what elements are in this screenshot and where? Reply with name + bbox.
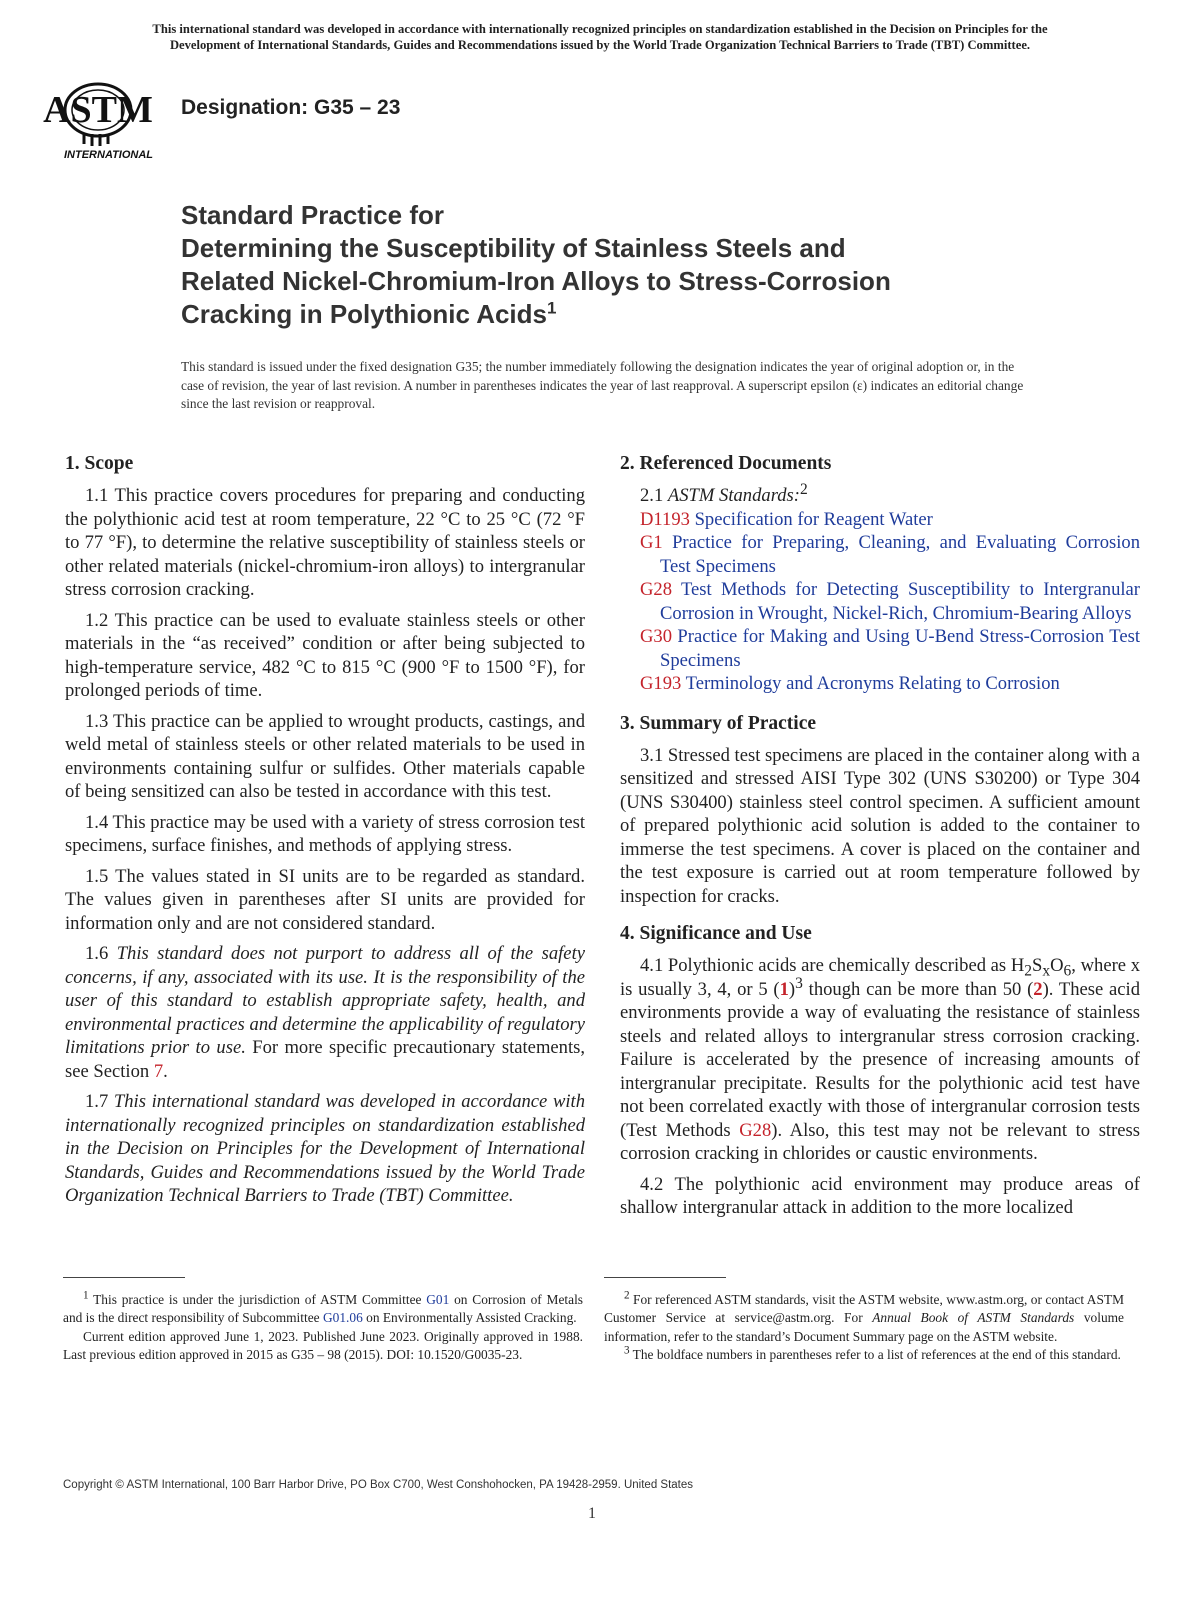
para-1-6: 1.6 This standard does not purport to address all of the safety concerns, if any, associated with its use. It is the responsibility of the user of this standard to establish appropriate safety, health, and environmental practices and determine the applicability of regulatory limitations prior to use. For more specific precautionary statements, see Section 7. [65, 943, 586, 1082]
title-footnote-mark: 1 [547, 298, 557, 318]
title-line-2: Determining the Susceptibility of Stainless Steels and [181, 233, 846, 263]
referenced-standards-list [620, 480, 1140, 696]
footnote-rule-right [604, 1277, 726, 1278]
astm-logo-icon [43, 76, 170, 168]
ref-item[interactable]: G1 Practice for Preparing, Cleaning, and Evaluating Corrosion Test Specimens [640, 532, 1140, 577]
footnote-1: $^1$ This practice is under the jurisdiction of ASTM Committee G01 on Corrosion of Metals and is the direct responsibility of Subcommittee G01.06 on Environmentally Assisted Cracking. [63, 1289, 583, 1326]
para-1-7-num: 1.7 [85, 1091, 109, 1112]
wto-notice-line-1: This international standard was developed in accordance with internationally recognized principles on standardization established in the Decision on Principles for the [152, 22, 1048, 36]
ref-item[interactable]: D1193 Specification for Reagent Water [640, 508, 933, 530]
designation: Designation: G35 – 23 [181, 96, 401, 119]
para-3-1: 3.1 Stressed test specimens are placed in the container along with a sensitized and stressed AISI Type 302 (UNS S30200) or Type 304 (UNS S30400) stainless steel control specimen. A sufficient amount of prepared polythionic acid solution is added to the container to immerse the test specimens. A cover is placed on the container and the test exposure is carried out at room temperature followed by inspection for cracks. [620, 744, 1140, 907]
footnotes-left [63, 1291, 583, 1364]
para-1-3: 1.3 This practice can be applied to wrought products, castings, and weld metal of stainless steels or other related materials to be used in environments containing sulfur or sulfides. Other materials capable of being sensitized can also be tested in accordance with this test. [65, 710, 585, 802]
g01-06-link[interactable]: G01.06 [322, 1310, 363, 1326]
ref-1-link[interactable]: 1 [779, 978, 789, 1000]
title-line-1: Standard Practice for [181, 200, 444, 230]
section-1-heading: 1. Scope [65, 453, 134, 474]
footnote-rule-left [63, 1277, 185, 1278]
footnote-3: $^3$ The boldface numbers in parentheses refer to a list of references at the end of this standard. [624, 1344, 1121, 1362]
section-4-heading: 4. Significance and Use [620, 923, 812, 944]
para-1-6-italic: This standard does not purport to address all of the safety concerns, if any, associated with its use. It is the responsibility of the user of this standard to establish appropriate safety, health, and environmental practices and determine the applicability of regulatory limitations prior to use. [65, 943, 585, 1058]
section-2-heading: 2. Referenced Documents [620, 453, 832, 474]
section-3-heading: 3. Summary of Practice [620, 712, 817, 734]
para-4-1: 4.1 Polythionic acids are chemically described as $H_2S_xO_6$, where x is usually 3, 4, or 5 $(1)^3$ though can be more than 50 (2). These acid environments provide a way of evaluating the resistance of stainless steels and related alloys to intergranular stress corrosion cracking. Failure is accelerated by the presence of increasing amounts of intergranular precipitate. Results for the polythionic acid test have not been correlated exactly with those of intergranular corrosion tests (Test Methods G28). Also, this test may not be relevant to stress corrosion cracking in chlorides or caustic environments. [620, 955, 1141, 1164]
para-1-7-italic: This international standard was developed in accordance with internationally recognized principles on standardization established in the Decision on Principles for the Development of International Standards, Guides and Recommendations issued by the World Trade Organization Technical Barriers to Trade (TBT) Committee. [65, 1091, 585, 1206]
para-1-6-tail: For more specific precautionary statements, see Section [65, 1037, 586, 1082]
document-title [181, 199, 1081, 331]
ref-item[interactable]: G28 Test Methods for Detecting Susceptibility to Intergranular Corrosion in Wrought, Nickel-Rich, Chromium-Bearing Alloys [640, 579, 1140, 624]
footnotes-right [604, 1291, 1124, 1364]
para-1-4: 1.4 This practice may be used with a variety of stress corrosion test specimens, surface finishes, and methods of applying stress. [65, 811, 586, 856]
page-number: 1 [588, 1505, 596, 1522]
ref-item[interactable]: G193 Terminology and Acronyms Relating to Corrosion [640, 673, 1060, 694]
para-1-6-num: 1.6 [85, 943, 109, 964]
para-1-1: 1.1 This practice covers procedures for preparing and conducting the polythionic acid test at room temperature, 22 °C to 25 °C (72 °F to 77 °F), to determine the relative susceptibility of stainless steels or other related materials (nickel-chromium-iron alloys) to intergranular stress corrosion cracking. [65, 485, 585, 600]
footnote-1-edition: Current edition approved June 1, 2023. Published June 2023. Originally approved in 1988. Last previous edition approved in 2015 as G35 – 98 (2015). DOI: 10.1520/G0035-23. [63, 1328, 583, 1362]
title-line-3: Related Nickel-Chromium-Iron Alloys to Stress-Corrosion [181, 266, 891, 296]
g01-link[interactable]: G01 [426, 1292, 450, 1307]
footnote-2: $^2$ For referenced ASTM standards, visit the ASTM website, www.astm.org, or contact ASTM Customer Service at service@astm.org. For Annual Book of ASTM Standards volume information, refer to the standard’s Document Summary page on the ASTM website. [604, 1289, 1124, 1344]
logo-wordmark: ASTM [43, 89, 153, 131]
para-1-7 [65, 1090, 585, 1208]
left-column [65, 452, 585, 1215]
section-7-link[interactable]: 7 [153, 1060, 164, 1082]
issued-note: This standard is issued under the fixed designation G35; the number immediately following the designation indicates the year of original adoption or, in the case of revision, the year of last revision. A number in parentheses indicates the year of last reapproval. A superscript epsilon (ε) indicates an editorial change since the last revision or reapproval. [181, 359, 1024, 412]
g28-link[interactable]: G28 [739, 1119, 772, 1141]
astm-standards-subheading: 2.1 ASTM Standards:$^2$ [640, 480, 808, 506]
wto-notice [60, 21, 1140, 53]
para-1-2: 1.2 This practice can be used to evaluate stainless steels or other materials in the “as received” condition or after being subjected to high-temperature service, 482 °C to 815 °C (900 °F to 1500 °F), for prolonged periods of time. [65, 609, 585, 701]
para-1-5: 1.5 The values stated in SI units are to be regarded as standard. The values given in parentheses after SI units are provided for information only and are not considered standard. [65, 865, 585, 934]
logo-label: INTERNATIONAL [64, 149, 154, 161]
ref-item[interactable]: G30 Practice for Making and Using U-Bend Stress-Corrosion Test Specimens [640, 626, 1140, 671]
wto-notice-line-2: Development of International Standards, Guides and Recommendations issued by the World Trade Organization Technical Barriers to Trade (TBT) Committee. [169, 38, 1031, 52]
astm-logo [43, 76, 170, 168]
ref-2-link[interactable]: 2 [1033, 978, 1043, 1000]
title-line-4: Cracking in Polythionic Acids [181, 299, 547, 329]
copyright-line: Copyright © ASTM International, 100 Barr Harbor Drive, PO Box C700, West Conshohocken, PA 19428-2959. United States [63, 1479, 694, 1491]
right-column [620, 452, 1140, 1227]
para-4-2: 4.2 The polythionic acid environment may produce areas of shallow intergranular attack in addition to the more localized [620, 1173, 1140, 1218]
